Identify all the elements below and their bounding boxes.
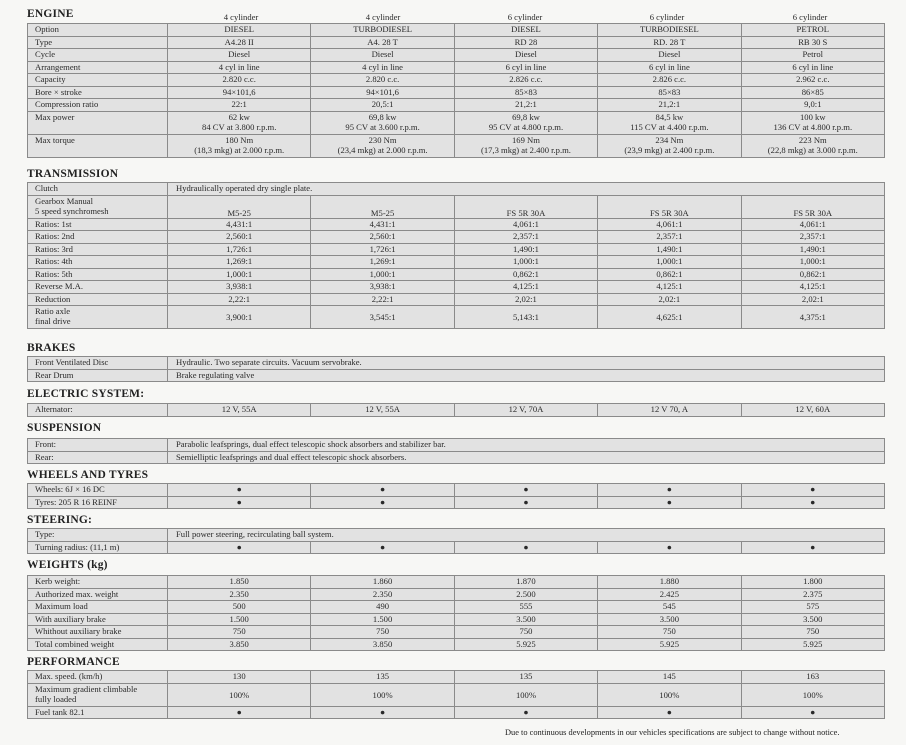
table-row xyxy=(28,404,885,417)
cell: 1.870 xyxy=(454,576,597,589)
cell xyxy=(311,134,454,157)
cell-line: 115 CV at 4.400 r.p.m. xyxy=(630,121,709,132)
brakes-table xyxy=(27,356,885,382)
row-label: Ratios: 4th xyxy=(28,256,168,269)
cell: 3.500 xyxy=(741,613,884,626)
cell: Brake regulating valve xyxy=(168,369,885,382)
cell: 1,000:1 xyxy=(168,268,311,281)
row-label: Ratios: 1st xyxy=(28,218,168,231)
cell: 163 xyxy=(741,671,884,684)
cell: PETROL xyxy=(741,24,884,37)
cell: Petrol xyxy=(741,49,884,62)
table-row xyxy=(28,357,885,370)
cell: 3.850 xyxy=(311,638,454,651)
table-row xyxy=(28,231,885,244)
cell: 2,22:1 xyxy=(311,293,454,306)
cell: 2.820 c.c. xyxy=(168,74,311,87)
table-row xyxy=(28,638,885,651)
cell: 2,560:1 xyxy=(311,231,454,244)
cell: 1,490:1 xyxy=(741,243,884,256)
cell: 3,938:1 xyxy=(311,281,454,294)
engine-table xyxy=(27,23,885,158)
cell-line: 234 Nm xyxy=(655,134,684,145)
brakes-title: BRAKES xyxy=(27,342,76,354)
row-label: Turning radius: (11,1 m) xyxy=(28,541,168,554)
table-row xyxy=(28,183,885,196)
cell: 2.962 c.c. xyxy=(741,74,884,87)
cell: 85×83 xyxy=(598,86,741,99)
row-label: Whithout auxiliary brake xyxy=(28,626,168,639)
cell-line: 69,8 kw xyxy=(368,111,397,122)
performance-table xyxy=(27,670,885,719)
electric-table xyxy=(27,403,885,417)
cell: 1.800 xyxy=(741,576,884,589)
cell-line: (23,4 mkg) at 2.000 r.p.m. xyxy=(337,144,428,155)
cell-line: 136 CV at 4.800 r.p.m. xyxy=(773,121,853,132)
cell: 4,125:1 xyxy=(741,281,884,294)
cell: RD. 28 T xyxy=(598,36,741,49)
cell: 1,726:1 xyxy=(311,243,454,256)
cell: 0,862:1 xyxy=(454,268,597,281)
cell: 12 V, 55A xyxy=(168,404,311,417)
bullet-icon: ● xyxy=(454,484,597,497)
cell: 750 xyxy=(741,626,884,639)
column-header: 6 cylinder xyxy=(792,12,828,22)
cell: 2,02:1 xyxy=(454,293,597,306)
cell: 490 xyxy=(311,601,454,614)
cell: 135 xyxy=(311,671,454,684)
table-row xyxy=(28,86,885,99)
cell: 1.500 xyxy=(311,613,454,626)
table-row xyxy=(28,588,885,601)
table-row xyxy=(28,613,885,626)
row-label xyxy=(28,195,168,218)
cell: 22:1 xyxy=(168,99,311,112)
label-line: Gearbox Manual xyxy=(35,195,93,206)
cell-line: 169 Nm xyxy=(512,134,540,145)
cell: 100% xyxy=(741,683,884,706)
cell: 21,2:1 xyxy=(598,99,741,112)
row-label: Authorized max. weight xyxy=(28,588,168,601)
table-row xyxy=(28,61,885,74)
table-row xyxy=(28,439,885,452)
cell: 2.425 xyxy=(598,588,741,601)
cell-line: 84,5 kw xyxy=(655,111,684,122)
cell: FS 5R 30A xyxy=(741,195,884,218)
cell: 2.826 c.c. xyxy=(454,74,597,87)
table-row xyxy=(28,369,885,382)
table-row xyxy=(28,451,885,464)
cell xyxy=(168,111,311,134)
row-label: Wheels: 6J × 16 DC xyxy=(28,484,168,497)
label-line: final drive xyxy=(35,316,71,326)
bullet-icon: ● xyxy=(598,496,741,509)
cell: 4,061:1 xyxy=(454,218,597,231)
footer-note: Due to continuous developments in our vehicles specifications are subject to change without notice. xyxy=(505,728,840,737)
bullet-icon: ● xyxy=(168,496,311,509)
bullet-icon: ● xyxy=(168,706,311,719)
table-row xyxy=(28,671,885,684)
steering-table xyxy=(27,528,885,554)
cell-line: (23,9 mkg) at 2.400 r.p.m. xyxy=(624,144,715,155)
row-label: Type xyxy=(28,36,168,49)
cell: DIESEL xyxy=(168,24,311,37)
cell: 2.820 c.c. xyxy=(311,74,454,87)
cell: 100% xyxy=(454,683,597,706)
cell: 4,375:1 xyxy=(741,306,884,329)
bullet-icon: ● xyxy=(741,484,884,497)
cell: 4 cyl in line xyxy=(168,61,311,74)
cell: Diesel xyxy=(168,49,311,62)
column-header: 6 cylinder xyxy=(649,12,685,22)
table-row xyxy=(28,268,885,281)
cell: 3.500 xyxy=(598,613,741,626)
cell: 1,000:1 xyxy=(454,256,597,269)
table-row xyxy=(28,243,885,256)
cell-line: 62 kw xyxy=(228,111,250,122)
column-header: 4 cylinder xyxy=(365,12,401,22)
cell: DIESEL xyxy=(454,24,597,37)
cell: Semielliptic leafsprings and dual effect telescopic shock absorbers. xyxy=(168,451,885,464)
cell: 750 xyxy=(598,626,741,639)
bullet-icon: ● xyxy=(741,541,884,554)
row-label: Reverse M.A. xyxy=(28,281,168,294)
cell: 21,2:1 xyxy=(454,99,597,112)
table-row xyxy=(28,134,885,157)
suspension-table xyxy=(27,438,885,464)
cell: 100% xyxy=(168,683,311,706)
cell: 12 V, 70A xyxy=(454,404,597,417)
cell: 3,545:1 xyxy=(311,306,454,329)
cell: 500 xyxy=(168,601,311,614)
cell: A4.28 II xyxy=(168,36,311,49)
bullet-icon: ● xyxy=(741,706,884,719)
cell: Hydraulically operated dry single plate. xyxy=(168,183,885,196)
cell: 9,0:1 xyxy=(741,99,884,112)
row-label: Ratios: 5th xyxy=(28,268,168,281)
cell: 4,431:1 xyxy=(168,218,311,231)
cell: 0,862:1 xyxy=(741,268,884,281)
cell: Hydraulic. Two separate circuits. Vacuum servobrake. xyxy=(168,357,885,370)
row-label: Option xyxy=(28,24,168,37)
table-row xyxy=(28,293,885,306)
transmission-table xyxy=(27,182,885,329)
cell: Diesel xyxy=(454,49,597,62)
table-row xyxy=(28,195,885,218)
cell-line: 230 Nm xyxy=(368,134,397,145)
cell: 2.375 xyxy=(741,588,884,601)
bullet-icon: ● xyxy=(741,496,884,509)
electric-title: ELECTRIC SYSTEM: xyxy=(27,388,145,400)
cell: 2,22:1 xyxy=(168,293,311,306)
cell: 1,269:1 xyxy=(168,256,311,269)
bullet-icon: ● xyxy=(454,706,597,719)
cell: 3.850 xyxy=(168,638,311,651)
cell: 12 V, 55A xyxy=(311,404,454,417)
row-label: Alternator: xyxy=(28,404,168,417)
label-line: 5 speed synchromesh xyxy=(35,205,109,216)
cell: 6 cyl in line xyxy=(598,61,741,74)
label-line: Maximum gradient climbable xyxy=(35,683,138,694)
row-label: Front Ventilated Disc xyxy=(28,357,168,370)
cell: 2.350 xyxy=(168,588,311,601)
wheels-title: WHEELS AND TYRES xyxy=(27,469,149,481)
transmission-title: TRANSMISSION xyxy=(27,168,119,180)
cell: 85×83 xyxy=(454,86,597,99)
cell: 1.880 xyxy=(598,576,741,589)
steering-title: STEERING: xyxy=(27,514,93,526)
bullet-icon: ● xyxy=(311,496,454,509)
cell: 555 xyxy=(454,601,597,614)
table-row xyxy=(28,111,885,134)
cell: Diesel xyxy=(311,49,454,62)
cell: 86×85 xyxy=(741,86,884,99)
cell: 4,431:1 xyxy=(311,218,454,231)
cell: Diesel xyxy=(598,49,741,62)
cell-line: 95 CV at 3.600 r.p.m. xyxy=(345,121,420,132)
table-row xyxy=(28,706,885,719)
cell: 4,625:1 xyxy=(598,306,741,329)
cell: 2.826 c.c. xyxy=(598,74,741,87)
table-row xyxy=(28,36,885,49)
cell-line: 100 kw xyxy=(800,111,826,122)
cell xyxy=(598,111,741,134)
cell: 12 V, 60A xyxy=(741,404,884,417)
cell: 2,02:1 xyxy=(741,293,884,306)
table-row xyxy=(28,683,885,706)
table-row xyxy=(28,484,885,497)
row-label: Max power xyxy=(28,111,168,134)
weights-title: WEIGHTS (kg) xyxy=(27,559,108,571)
table-row xyxy=(28,306,885,329)
cell: 575 xyxy=(741,601,884,614)
column-header: 4 cylinder xyxy=(223,12,259,22)
cell: 3.500 xyxy=(454,613,597,626)
cell: FS 5R 30A xyxy=(598,195,741,218)
table-row xyxy=(28,24,885,37)
cell xyxy=(168,134,311,157)
cell: 5.925 xyxy=(741,638,884,651)
table-row xyxy=(28,256,885,269)
cell: 4 cyl in line xyxy=(311,61,454,74)
table-row xyxy=(28,601,885,614)
row-label: Clutch xyxy=(28,183,168,196)
wheels-table xyxy=(27,483,885,509)
column-header: 6 cylinder xyxy=(507,12,543,22)
cell: 1,000:1 xyxy=(311,268,454,281)
table-row xyxy=(28,541,885,554)
cell-line: 95 CV at 4.800 r.p.m. xyxy=(488,121,564,132)
cell: M5-25 xyxy=(311,195,454,218)
cell: 94×101,6 xyxy=(168,86,311,99)
weights-table xyxy=(27,575,885,651)
table-row xyxy=(28,218,885,231)
cell: 4,061:1 xyxy=(598,218,741,231)
cell-line: 69,8 kw xyxy=(512,111,540,122)
cell xyxy=(454,111,597,134)
cell: FS 5R 30A xyxy=(454,195,597,218)
cell: 2,357:1 xyxy=(741,231,884,244)
table-row xyxy=(28,576,885,589)
bullet-icon: ● xyxy=(168,484,311,497)
table-row xyxy=(28,496,885,509)
row-label: Compression ratio xyxy=(28,99,168,112)
cell: Parabolic leafsprings, dual effect telescopic shock absorbers and stabilizer bar. xyxy=(168,439,885,452)
cell: 145 xyxy=(598,671,741,684)
cell: 5,143:1 xyxy=(454,306,597,329)
row-label: Ratios: 3rd xyxy=(28,243,168,256)
row-label: Max torque xyxy=(28,134,168,157)
table-row xyxy=(28,49,885,62)
cell-line: 180 Nm xyxy=(225,134,254,145)
cell: 135 xyxy=(454,671,597,684)
cell: 1.500 xyxy=(168,613,311,626)
bullet-icon: ● xyxy=(311,484,454,497)
cell: 2,02:1 xyxy=(598,293,741,306)
cell: 750 xyxy=(168,626,311,639)
cell: 6 cyl in line xyxy=(454,61,597,74)
cell: 545 xyxy=(598,601,741,614)
cell: 20,5:1 xyxy=(311,99,454,112)
cell: 1,000:1 xyxy=(741,256,884,269)
cell: Full power steering, recirculating ball system. xyxy=(168,529,885,542)
cell: 1,269:1 xyxy=(311,256,454,269)
bullet-icon: ● xyxy=(454,541,597,554)
cell xyxy=(741,134,884,157)
row-label xyxy=(28,683,168,706)
cell: 4,061:1 xyxy=(741,218,884,231)
cell: 94×101,6 xyxy=(311,86,454,99)
cell-line: 223 Nm xyxy=(798,134,827,145)
cell: 2,357:1 xyxy=(598,231,741,244)
table-row xyxy=(28,281,885,294)
cell: 0,862:1 xyxy=(598,268,741,281)
row-label: Bore × stroke xyxy=(28,86,168,99)
bullet-icon: ● xyxy=(598,706,741,719)
bullet-icon: ● xyxy=(311,541,454,554)
cell: A4. 28 T xyxy=(311,36,454,49)
row-label: Maximum load xyxy=(28,601,168,614)
cell-line: 84 CV at 3.800 r.p.m. xyxy=(202,121,277,132)
bullet-icon: ● xyxy=(598,541,741,554)
cell: 1,000:1 xyxy=(598,256,741,269)
cell xyxy=(311,111,454,134)
cell-line: (22,8 mkg) at 3.000 r.p.m. xyxy=(767,144,858,155)
label-line: Ratio axle xyxy=(35,306,71,316)
table-row xyxy=(28,626,885,639)
cell: 750 xyxy=(311,626,454,639)
cell: 1.850 xyxy=(168,576,311,589)
cell: 5.925 xyxy=(598,638,741,651)
cell: M5-25 xyxy=(168,195,311,218)
row-label: Rear Drum xyxy=(28,369,168,382)
table-row xyxy=(28,529,885,542)
row-label: Arrangement xyxy=(28,61,168,74)
cell: 12 V 70, A xyxy=(598,404,741,417)
row-label: Cycle xyxy=(28,49,168,62)
cell: 2.500 xyxy=(454,588,597,601)
cell: 2,357:1 xyxy=(454,231,597,244)
bullet-icon: ● xyxy=(168,541,311,554)
row-label: With auxiliary brake xyxy=(28,613,168,626)
row-label: Max. speed. (km/h) xyxy=(28,671,168,684)
cell: 1,490:1 xyxy=(598,243,741,256)
table-row xyxy=(28,99,885,112)
cell: 5.925 xyxy=(454,638,597,651)
cell xyxy=(741,111,884,134)
table-row xyxy=(28,74,885,87)
cell: 1.860 xyxy=(311,576,454,589)
cell: 4,125:1 xyxy=(454,281,597,294)
row-label: Total combined weight xyxy=(28,638,168,651)
cell: RB 30 S xyxy=(741,36,884,49)
cell: 1,490:1 xyxy=(454,243,597,256)
bullet-icon: ● xyxy=(311,706,454,719)
cell: 130 xyxy=(168,671,311,684)
cell: TURBODIESEL xyxy=(598,24,741,37)
performance-title: PERFORMANCE xyxy=(27,656,120,668)
row-label: Front: xyxy=(28,439,168,452)
row-label: Kerb weight: xyxy=(28,576,168,589)
cell: 4,125:1 xyxy=(598,281,741,294)
engine-title: ENGINE xyxy=(27,8,74,20)
cell-line: (17,3 mkg) at 2.400 r.p.m. xyxy=(480,144,571,155)
cell: 3,900:1 xyxy=(168,306,311,329)
cell: 1,726:1 xyxy=(168,243,311,256)
cell: 100% xyxy=(311,683,454,706)
bullet-icon: ● xyxy=(598,484,741,497)
cell: 100% xyxy=(598,683,741,706)
row-label: Capacity xyxy=(28,74,168,87)
row-label: Ratios: 2nd xyxy=(28,231,168,244)
cell: RD 28 xyxy=(454,36,597,49)
cell: TURBODIESEL xyxy=(311,24,454,37)
cell xyxy=(454,134,597,157)
label-line: fully loaded xyxy=(35,693,77,704)
cell: 750 xyxy=(454,626,597,639)
cell: 2.350 xyxy=(311,588,454,601)
bullet-icon: ● xyxy=(454,496,597,509)
cell: 3,938:1 xyxy=(168,281,311,294)
row-label: Type: xyxy=(28,529,168,542)
cell xyxy=(598,134,741,157)
row-label: Fuel tank 82.1 xyxy=(28,706,168,719)
row-label: Tyres: 205 R 16 REINF xyxy=(28,496,168,509)
row-label: Rear: xyxy=(28,451,168,464)
cell: 6 cyl in line xyxy=(741,61,884,74)
row-label xyxy=(28,306,168,329)
cell: 2,560:1 xyxy=(168,231,311,244)
suspension-title: SUSPENSION xyxy=(27,422,102,434)
row-label: Reduction xyxy=(28,293,168,306)
cell-line: (18,3 mkg) at 2.000 r.p.m. xyxy=(194,144,285,155)
